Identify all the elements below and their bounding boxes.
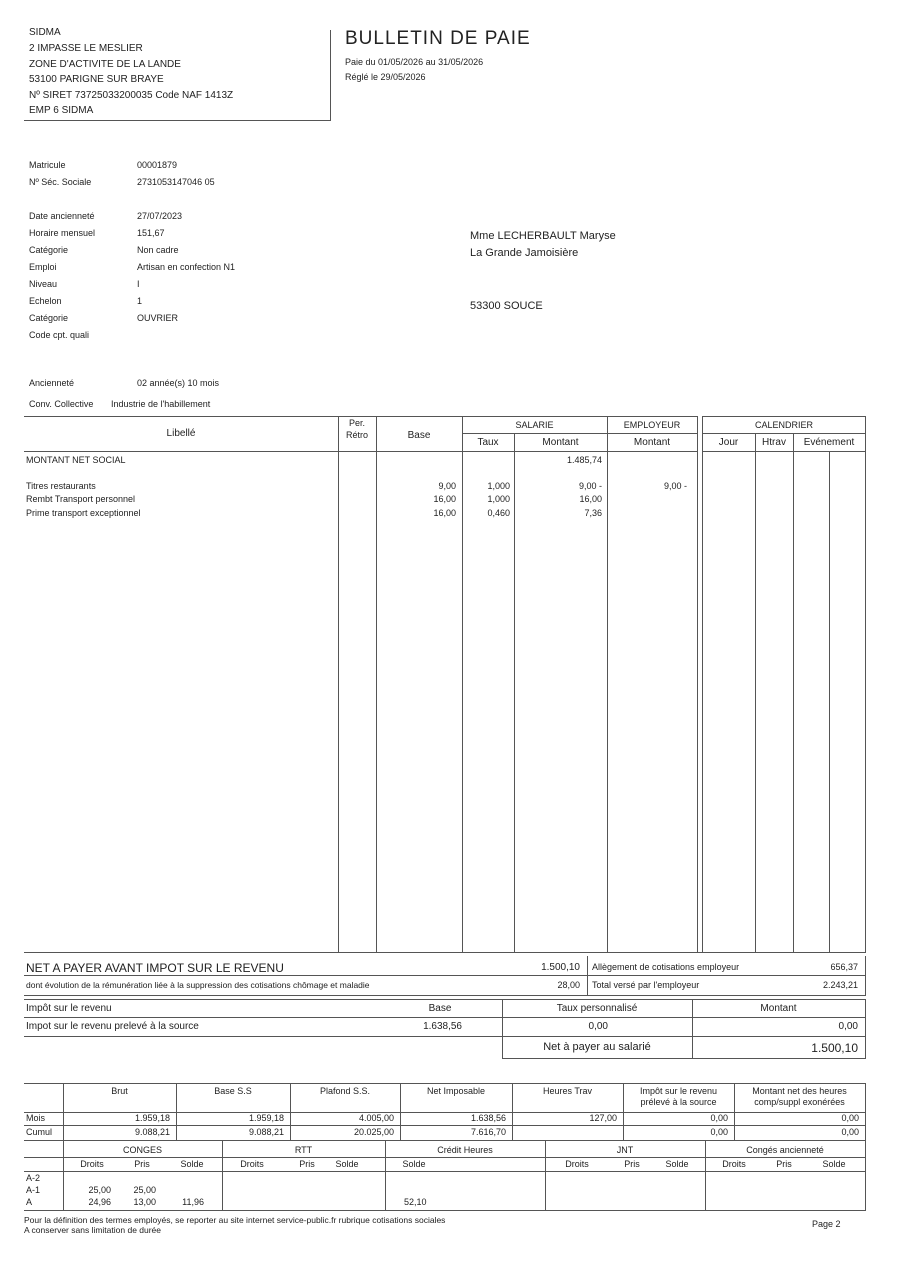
info-value: 151,67 — [137, 228, 165, 238]
info-label: Emploi — [29, 262, 57, 272]
info-label: Echelon — [29, 296, 62, 306]
conges-subheader-pris: Pris — [299, 1159, 315, 1169]
line-montant: 7,36 — [584, 508, 602, 518]
recipient-name: Mme LECHERBAULT Maryse — [470, 230, 616, 242]
info-value: 02 année(s) 10 mois — [137, 378, 220, 388]
convention-label: Conv. Collective — [29, 399, 94, 409]
conges-droits: 25,00 — [88, 1185, 111, 1195]
cumul-header: Heures Trav — [542, 1086, 593, 1096]
info-label: Niveau — [29, 279, 58, 289]
line-montant-employeur: 9,00 - — [663, 481, 687, 491]
conges-subheader-solde: Solde — [335, 1159, 359, 1169]
company-name: SIDMA — [29, 27, 61, 38]
conges-pris: 13,00 — [133, 1197, 156, 1207]
net-avant-impot-label: NET A PAYER AVANT IMPOT SUR LE REVENU — [26, 961, 284, 975]
impot-montant: 0,00 — [838, 1021, 858, 1032]
impot-montant-header: Montant — [760, 1003, 797, 1014]
col-header-employeur: EMPLOYEUR — [623, 420, 681, 430]
cumul-value: 1.638,56 — [470, 1113, 506, 1123]
line-label: Titres restaurants — [26, 481, 96, 491]
info-value: 2731053147046 05 — [137, 177, 215, 187]
allegement-label: Allègement de cotisations employeur — [592, 962, 740, 972]
pay-date: Réglé le 29/05/2026 — [345, 72, 426, 82]
cumul-value: 127,00 — [589, 1113, 617, 1123]
conges-droits: 24,96 — [88, 1197, 111, 1207]
impot-taux-header: Taux personnalisé — [556, 1003, 638, 1014]
evolution-value: 28,00 — [557, 980, 580, 990]
line-taux: 1,000 — [487, 481, 510, 491]
net-avant-impot-value: 1.500,10 — [541, 962, 580, 973]
conges-subheader-pris: Pris — [134, 1159, 150, 1169]
impot-base-header: Base — [428, 1003, 452, 1014]
total-employeur-value: 2.243,21 — [822, 980, 858, 990]
impot-base: 1.638,56 — [423, 1021, 462, 1032]
line-label: Rembt Transport personnel — [26, 494, 136, 504]
company-box-border — [24, 120, 331, 121]
cumul-value: 1.959,18 — [248, 1113, 284, 1123]
impot-row-label: Impot sur le revenu prelevé à la source — [26, 1021, 199, 1032]
pay-period: Paie du 01/05/2026 au 31/05/2026 — [345, 57, 484, 67]
col-header-jour: Jour — [718, 437, 739, 448]
cumul-header: Base S.S — [214, 1086, 252, 1096]
cumul-header: Brut — [111, 1086, 128, 1096]
cumul-header: Net Imposable — [426, 1086, 486, 1096]
company-address1: 2 IMPASSE LE MESLIER — [29, 43, 143, 54]
recipient-city: 53300 SOUCE — [470, 300, 543, 312]
company-box-border — [330, 30, 331, 120]
info-value: 1 — [137, 296, 143, 306]
net-paye-value: 1.500,10 — [811, 1041, 858, 1055]
info-value: Non cadre — [137, 245, 179, 255]
line-taux: 1,000 — [487, 494, 510, 504]
col-header-salarie: SALARIE — [515, 420, 554, 430]
conges-row-label: A-2 — [26, 1173, 41, 1183]
conges-solde: 11,96 — [182, 1197, 204, 1207]
info-label: Nº Séc. Sociale — [29, 177, 92, 187]
page-title: BULLETIN DE PAIE — [345, 28, 531, 49]
info-label: Catégorie — [29, 313, 69, 323]
impot-title: Impôt sur le revenu — [26, 1003, 112, 1014]
conges-subheader-droits: Droits — [722, 1159, 746, 1169]
cumul-value: 4.005,00 — [358, 1113, 394, 1123]
col-header-libelle: Libellé — [166, 428, 196, 439]
conges-subheader-solde: Solde — [665, 1159, 689, 1169]
line-label: MONTANT NET SOCIAL — [26, 455, 126, 465]
company-emp: EMP 6 SIDMA — [29, 105, 94, 116]
line-base: 16,00 — [433, 494, 456, 504]
col-header-retro: Rétro — [345, 430, 368, 440]
cumul-value: 0,00 — [710, 1127, 728, 1137]
credit-heures-solde: 52,10 — [404, 1197, 427, 1207]
company-address2: ZONE D'ACTIVITE DE LA LANDE — [29, 59, 181, 70]
col-header-calendrier: CALENDRIER — [754, 420, 813, 430]
conges-pris: 25,00 — [133, 1185, 156, 1195]
page-number: Page 2 — [812, 1219, 841, 1229]
col-header-evenement: Evénement — [803, 437, 855, 448]
cumul-value: 0,00 — [841, 1127, 859, 1137]
cumul-value: 0,00 — [710, 1113, 728, 1123]
info-value: 00001879 — [137, 160, 178, 170]
conges-subheader-solde: Solde — [402, 1159, 426, 1169]
cumul-value: 0,00 — [841, 1113, 859, 1123]
info-label: Horaire mensuel — [29, 228, 96, 238]
conges-subheader-droits: Droits — [240, 1159, 264, 1169]
col-header-montant: Montant — [542, 437, 579, 448]
info-label: Code cpt. quali — [29, 330, 90, 340]
col-header-htrav: Htrav — [762, 437, 786, 448]
info-label: Catégorie — [29, 245, 69, 255]
cumul-row-label: Mois — [26, 1113, 46, 1123]
cumul-value: 9.088,21 — [248, 1127, 284, 1137]
cumul-row-label: Cumul — [26, 1127, 53, 1137]
rtt-header: RTT — [294, 1145, 313, 1155]
info-label: Date ancienneté — [29, 211, 95, 221]
cumul-value: 1.959,18 — [134, 1113, 170, 1123]
cumul-header: Plafond S.S. — [319, 1086, 371, 1096]
impot-taux: 0,00 — [588, 1021, 608, 1032]
conges-anciennete-header: Congés ancienneté — [746, 1145, 824, 1155]
col-header-base: Base — [407, 430, 431, 441]
total-employeur-label: Total versé par l'employeur — [592, 980, 700, 990]
cumul-value: 7.616,70 — [470, 1127, 506, 1137]
evolution-label: dont évolution de la rémunération liée à la suppression des cotisations chômage et maladie — [26, 980, 370, 990]
conges-subheader-droits: Droits — [80, 1159, 104, 1169]
col-header-montant-emp: Montant — [633, 437, 671, 448]
conges-subheader-droits: Droits — [565, 1159, 589, 1169]
line-taux: 0,460 — [487, 508, 510, 518]
company-city: 53100 PARIGNE SUR BRAYE — [29, 74, 164, 85]
info-label: Matricule — [29, 160, 66, 170]
line-montant: 1.485,74 — [566, 455, 602, 465]
cumul-value: 20.025,00 — [353, 1127, 394, 1137]
info-value: OUVRIER — [137, 313, 179, 323]
info-label: Ancienneté — [29, 378, 75, 388]
conges-header: CONGES — [122, 1145, 162, 1155]
conges-subheader-solde: Solde — [822, 1159, 846, 1169]
line-base: 16,00 — [433, 508, 456, 518]
line-montant: 16,00 — [579, 494, 602, 504]
credit-heures-header: Crédit Heures — [437, 1145, 493, 1155]
conges-subheader-pris: Pris — [776, 1159, 792, 1169]
cumul-header: Montant net des heures comp/suppl exonérées — [752, 1086, 847, 1107]
line-montant: 9,00 - — [578, 481, 602, 491]
allegement-value: 656,37 — [830, 962, 858, 972]
info-value: Artisan en confection N1 — [137, 262, 236, 272]
cumul-value: 9.088,21 — [134, 1127, 170, 1137]
cumul-header: Impôt sur le revenu prélevé à la source — [639, 1086, 718, 1107]
line-label: Prime transport exceptionnel — [26, 508, 141, 518]
info-value: 27/07/2023 — [137, 211, 183, 221]
company-siret: Nº SIRET 73725033200035 Code NAF 1413Z — [29, 90, 234, 101]
recipient-address: La Grande Jamoisière — [470, 247, 579, 259]
convention-value: Industrie de l'habillement — [111, 399, 211, 409]
col-header-per: Per. — [348, 418, 365, 428]
col-header-taux: Taux — [477, 437, 499, 448]
footer-note2: A conserver sans limitation de durée — [24, 1225, 162, 1235]
conges-row-label: A-1 — [26, 1185, 41, 1195]
net-paye-label: Net à payer au salarié — [543, 1041, 651, 1053]
jnt-header: JNT — [616, 1145, 634, 1155]
line-base: 9,00 — [438, 481, 456, 491]
conges-row-label: A — [26, 1197, 33, 1207]
info-value: I — [137, 279, 140, 289]
conges-subheader-solde: Solde — [180, 1159, 204, 1169]
footer-note: Pour la définition des termes employés, se reporter au site internet service-public.fr rubrique cotisations sociales — [24, 1215, 446, 1225]
conges-subheader-pris: Pris — [624, 1159, 640, 1169]
